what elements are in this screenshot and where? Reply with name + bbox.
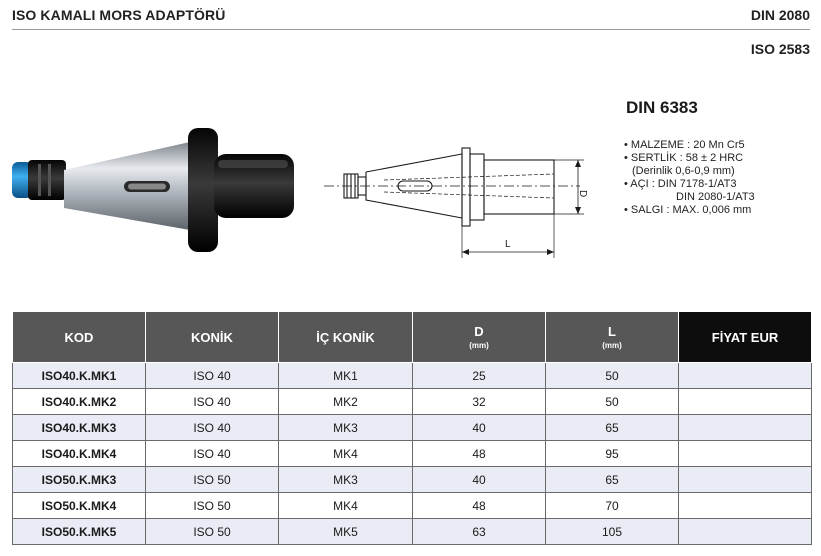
spec-runout: • SALGI : MAX. 0,006 mm xyxy=(624,204,752,216)
col-header-konik: KONİK xyxy=(146,312,279,363)
cell-d: 25 xyxy=(413,363,546,389)
cell-fiyat xyxy=(679,389,812,415)
table-row xyxy=(13,363,812,389)
cell-d: 48 xyxy=(413,493,546,519)
col-header-l-label: L xyxy=(608,324,616,339)
spec-title: DIN 6383 xyxy=(626,98,698,117)
cell-ic-konik: MK3 xyxy=(279,415,413,441)
cell-fiyat xyxy=(679,519,812,545)
cell-ic-konik: MK2 xyxy=(279,389,413,415)
technical-drawing xyxy=(322,140,592,262)
spec-hardness: • SERTLİK : 58 ± 2 HRC xyxy=(624,152,744,164)
cell-fiyat xyxy=(679,493,812,519)
cell-ic-konik: MK3 xyxy=(279,467,413,493)
col-header-ic-konik: İÇ KONİK xyxy=(279,312,413,363)
cell-l: 65 xyxy=(546,467,679,493)
cell-konik: ISO 40 xyxy=(146,415,279,441)
cell-kod: ISO50.K.MK3 xyxy=(13,467,146,493)
table-row xyxy=(13,441,812,467)
cell-kod: ISO50.K.MK4 xyxy=(13,493,146,519)
col-header-d xyxy=(413,312,546,363)
cell-l: 95 xyxy=(546,441,679,467)
col-header-d-unit: (mm) xyxy=(469,341,489,350)
cell-d: 63 xyxy=(413,519,546,545)
dim-label-d: D xyxy=(577,190,588,198)
cell-kod: ISO40.K.MK4 xyxy=(13,441,146,467)
spec-depth: (Derinlik 0,6-0,9 mm) xyxy=(632,165,735,177)
cell-l: 105 xyxy=(546,519,679,545)
cell-konik: ISO 50 xyxy=(146,493,279,519)
spec-material: • MALZEME : 20 Mn Cr5 xyxy=(624,139,745,151)
cell-kod: ISO40.K.MK1 xyxy=(13,363,146,389)
col-header-d-label: D xyxy=(474,324,484,339)
cell-ic-konik: MK5 xyxy=(279,519,413,545)
cell-l: 65 xyxy=(546,415,679,441)
cell-fiyat xyxy=(679,363,812,389)
cell-konik: ISO 40 xyxy=(146,389,279,415)
cell-d: 32 xyxy=(413,389,546,415)
cell-l: 50 xyxy=(546,363,679,389)
product-table xyxy=(12,311,812,545)
cell-fiyat xyxy=(679,415,812,441)
dim-label-l: L xyxy=(505,239,511,250)
cell-ic-konik: MK4 xyxy=(279,493,413,519)
cell-ic-konik: MK4 xyxy=(279,441,413,467)
col-header-fiyat: FİYAT EUR xyxy=(679,312,812,363)
spec-list xyxy=(624,139,755,217)
page-title: ISO KAMALI MORS ADAPTÖRÜ xyxy=(12,7,226,23)
table-row xyxy=(13,389,812,415)
table-header-row xyxy=(13,312,812,363)
standard-din: DIN 2080 xyxy=(750,7,810,23)
cell-konik: ISO 40 xyxy=(146,363,279,389)
product-photo xyxy=(8,120,298,260)
col-header-l-unit: (mm) xyxy=(602,341,622,350)
cell-fiyat xyxy=(679,441,812,467)
spec-angle: • AÇI : DIN 7178-1/AT3 xyxy=(624,178,737,190)
table-row xyxy=(13,519,812,545)
col-header-l xyxy=(546,312,679,363)
flange xyxy=(188,128,218,252)
table-row xyxy=(13,493,812,519)
cell-ic-konik: MK1 xyxy=(279,363,413,389)
cell-kod: ISO50.K.MK5 xyxy=(13,519,146,545)
table-row xyxy=(13,415,812,441)
header-divider xyxy=(12,29,810,30)
cell-fiyat xyxy=(679,467,812,493)
cell-l: 70 xyxy=(546,493,679,519)
cell-kod: ISO40.K.MK3 xyxy=(13,415,146,441)
col-header-kod: KOD xyxy=(13,312,146,363)
cell-konik: ISO 50 xyxy=(146,467,279,493)
cell-d: 48 xyxy=(413,441,546,467)
table-row xyxy=(13,467,812,493)
standard-iso: ISO 2583 xyxy=(750,41,810,57)
cell-l: 50 xyxy=(546,389,679,415)
spec-angle-2: DIN 2080-1/AT3 xyxy=(676,191,755,203)
cell-d: 40 xyxy=(413,415,546,441)
cell-konik: ISO 40 xyxy=(146,441,279,467)
cell-kod: ISO40.K.MK2 xyxy=(13,389,146,415)
retention-knob xyxy=(28,160,66,200)
cell-konik: ISO 50 xyxy=(146,519,279,545)
cell-d: 40 xyxy=(413,467,546,493)
